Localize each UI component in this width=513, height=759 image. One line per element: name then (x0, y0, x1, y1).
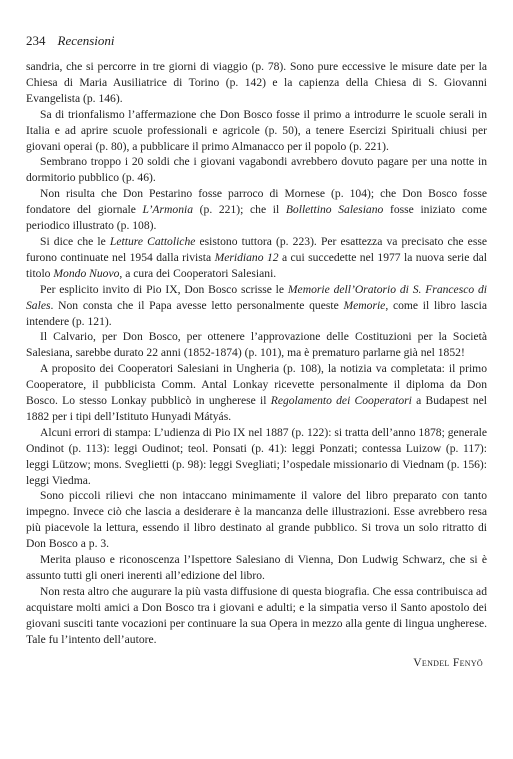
paragraph: A proposito dei Cooperatori Salesiani in Ungheria (p. 108), la notizia va completata: il primo Cooperatore, il pubblicista Comm. Antal Lonkay ricevette personalmente il diploma da Don Bosco. Lo stesso Lonkay pubblicò in ungherese il Regolamento dei Cooperatori a Budapest nel 1882 per i tipi dell’Istituto Hunyadi Mátyás. (26, 362, 487, 423)
paragraph: Alcuni errori di stampa: L’udienza di Pio IX nel 1887 (p. 122): si tratta dell’anno 1878; generale Ondinot (p. 113): leggi Oudinot; teol. Ponsati (p. 41): leggi Ponzati; contessa Luizow (p. 117): leggi Lützow; mons. Sveglietti (p. 98): leggi Svegliati; l’ospedale missionario di Viednam (p. 156): leggi Viedma. (26, 425, 487, 487)
paragraph: Non resta altro che augurare la più vasta diffusione di questa biografia. Che essa contribuisca ad acquistare molti amici a Don Bosco tra i giovani e adulti; e la simpatia verso il Santo apostolo dei giovani susciti tante vocazioni per continuare la sua Opera in mezzo alla gente di lingua ungherese. Tale fu l’intento dell’autore. (26, 584, 487, 646)
paragraph: sandria, che si percorre in tre giorni di viaggio (p. 78). Sono pure eccessive le misure date per la Chiesa di Maria Ausiliatrice di Torino (p. 142) e la capienza della Chiesa di S. Giovanni Evangelista (p. 146). (26, 60, 487, 105)
page-header (26, 33, 487, 59)
paragraph: Sono piccoli rilievi che non intaccano minimamente il valore del libro preparato con tanto impegno. Invece ciò che lascia a desiderare è la mancanza delle illustrazioni. Esse avrebbero resa più piacevole la lettura, essendo il libro destinato al grande pubblico. Si trova un solo ritratto di Don Bosco a p. 3. (26, 489, 487, 551)
paragraph: Sembrano troppo i 20 soldi che i giovani vagabondi avrebbero dovuto pagare per una notte in dormitorio pubblico (p. 46). (26, 155, 487, 185)
paragraph: Merita plauso e riconoscenza l’Ispettore Salesiano di Vienna, Don Ludwig Schwarz, che si è assunto tutti gli oneri inerenti all’edizione del libro. (26, 553, 487, 582)
review-body (26, 59, 487, 648)
paragraph: Sa di trionfalismo l’affermazione che Don Bosco fosse il primo a introdurre le scuole serali in Italia e ad aprire scuole professionali e agricole (p. 50), a tenere Esercizi Spirituali chiusi per giovani operai (p. 80), a pubblicare il primo Almanacco per il popolo (p. 221). (26, 107, 487, 153)
paragraph: Non risulta che Don Pestarino fosse parroco di Mornese (p. 104); che Don Bosco fosse fondatore del giornale L’Armonia (p. 221); che il Bollettino Salesiano fosse iniziato come periodico illustrato (p. 108). (26, 187, 487, 233)
paragraph: Il Calvario, per Don Bosco, per ottenere l’approvazione delle Costituzioni per la Società Salesiana, sarebbe durato 22 anni (1852-1874) (p. 101), ma è prematuro parlarne già nel 1852! (26, 330, 487, 360)
page-number: 234 (26, 33, 46, 48)
section-title: Recensioni (57, 33, 115, 48)
author-signature: Vendel Fenyö (413, 655, 483, 669)
paragraph: Per esplicito invito di Pio IX, Don Bosco scrisse le Memorie dell’Oratorio di S. Francesco di Sales. Non consta che il Papa avesse letto personalmente queste Memorie, come il libro lascia intendere (p. 121). (26, 282, 488, 328)
paragraph: Si dice che le Letture Cattoliche esistono tuttora (p. 223). Per esattezza va precisato che esse furono continuate nel 1954 dalla rivista Meridiano 12 a cui succedette nel 1977 la nuova serie dal titolo Mondo Nuovo, a cura dei Cooperatori Salesiani. (26, 234, 488, 280)
